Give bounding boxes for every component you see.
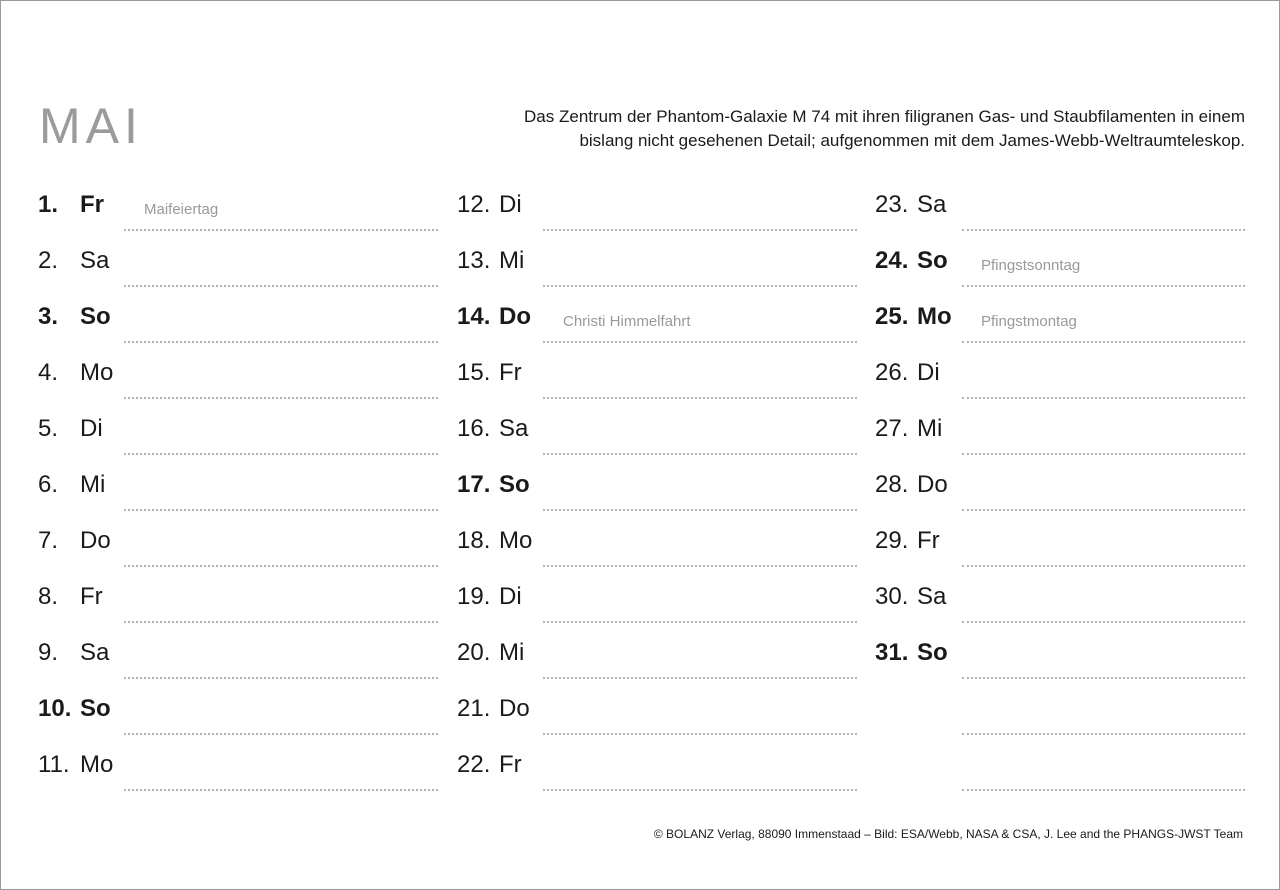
writing-line (124, 565, 438, 567)
day-number: 9. (38, 639, 59, 666)
day-number: 6. (38, 471, 59, 498)
weekday-name: Fr (499, 751, 522, 778)
weekday-name: Fr (917, 527, 940, 554)
day-number: 27. (875, 415, 909, 442)
day-label (457, 695, 530, 723)
day-row[interactable] (457, 513, 857, 569)
holiday-note: Maifeiertag (144, 201, 219, 218)
weekday-name: Sa (499, 415, 529, 442)
weekday-name: Sa (917, 583, 947, 610)
day-row[interactable] (38, 569, 438, 625)
weekday-name: Mo (499, 527, 533, 554)
writing-line (124, 621, 438, 623)
day-number: 28. (875, 471, 909, 498)
day-label (875, 303, 952, 331)
day-number: 31. (875, 639, 909, 666)
weekday-name: Di (80, 415, 103, 442)
day-number: 21. (457, 695, 491, 722)
writing-line (124, 229, 438, 231)
day-label (875, 527, 940, 555)
image-caption (401, 105, 1245, 153)
holiday-note: Christi Himmelfahrt (563, 313, 691, 330)
day-number: 24. (875, 247, 909, 274)
holiday-note: Pfingstsonntag (981, 257, 1081, 274)
weekday-name: Fr (499, 359, 522, 386)
weekday-name: Mo (917, 303, 952, 330)
day-row[interactable] (457, 345, 857, 401)
day-row[interactable] (875, 457, 1275, 513)
day-row[interactable] (38, 233, 438, 289)
day-number: 8. (38, 583, 59, 610)
day-label (38, 191, 104, 219)
weekday-name: Do (917, 471, 948, 498)
day-label (875, 415, 942, 443)
day-label (457, 303, 531, 331)
weekday-name: So (917, 639, 948, 666)
day-number: 25. (875, 303, 909, 330)
day-label (875, 359, 940, 387)
day-column-1 (38, 177, 438, 793)
day-label (38, 471, 105, 499)
day-number: 10. (38, 695, 72, 722)
day-column-2 (457, 177, 857, 793)
day-row[interactable] (457, 569, 857, 625)
day-label (457, 191, 522, 219)
day-number: 1. (38, 191, 59, 218)
writing-line (124, 397, 438, 399)
day-label (38, 751, 113, 779)
writing-line (543, 565, 857, 567)
writing-line (543, 733, 857, 735)
writing-line (543, 229, 857, 231)
day-row[interactable] (38, 401, 438, 457)
day-label (875, 247, 948, 275)
weekday-name: Do (499, 303, 531, 330)
day-number: 19. (457, 583, 491, 610)
weekday-name: So (917, 247, 948, 274)
weekday-name: Sa (80, 247, 110, 274)
weekday-name: So (80, 695, 111, 722)
day-label (875, 471, 948, 499)
day-row[interactable] (875, 177, 1275, 233)
day-row[interactable] (38, 457, 438, 513)
caption-line-2: bislang nicht gesehenen Detail; aufgenommen mit dem James-Webb-Weltraumteleskop. (579, 131, 1245, 150)
writing-line (962, 565, 1245, 567)
day-number: 15. (457, 359, 491, 386)
day-number: 14. (457, 303, 491, 330)
day-number: 23. (875, 191, 909, 218)
weekday-name: Do (80, 527, 111, 554)
day-label (457, 359, 522, 387)
weekday-name: Sa (917, 191, 947, 218)
weekday-name: Mo (80, 359, 114, 386)
caption-line-1: Das Zentrum der Phantom-Galaxie M 74 mit ihren filigranen Gas- und Staubfilamenten in einem (524, 107, 1245, 126)
writing-line (124, 341, 438, 343)
writing-line (962, 789, 1245, 791)
day-row[interactable] (38, 625, 438, 681)
copyright-footer: © BOLANZ Verlag, 88090 Immenstaad – Bild: ESA/Webb, NASA & CSA, J. Lee and the PHANGS-JWST Team (653, 827, 1243, 841)
day-number: 7. (38, 527, 59, 554)
day-number: 16. (457, 415, 491, 442)
day-row[interactable] (38, 177, 438, 233)
day-row[interactable] (875, 233, 1275, 289)
day-label (38, 695, 111, 723)
day-row[interactable] (38, 737, 438, 793)
weekday-name: Fr (80, 191, 104, 218)
day-label (875, 191, 946, 219)
day-row[interactable] (457, 457, 857, 513)
day-label (457, 471, 530, 499)
writing-line (543, 341, 857, 343)
day-label (875, 695, 917, 723)
weekday-name: Di (917, 359, 940, 386)
writing-line (543, 453, 857, 455)
weekday-name: Di (499, 583, 522, 610)
writing-line (962, 733, 1245, 735)
day-row[interactable] (457, 737, 857, 793)
day-column-3 (875, 177, 1275, 793)
writing-line (962, 229, 1245, 231)
weekday-name: Mi (80, 471, 106, 498)
day-label (38, 415, 103, 443)
weekday-name: Fr (80, 583, 103, 610)
day-row[interactable] (875, 345, 1275, 401)
weekday-name: Di (499, 191, 522, 218)
month-title: MAI (39, 98, 143, 154)
day-number: 12. (457, 191, 491, 218)
day-number: 11. (38, 751, 70, 778)
day-label (457, 583, 522, 611)
day-row[interactable] (875, 289, 1275, 345)
day-row[interactable] (38, 513, 438, 569)
day-row[interactable] (875, 681, 1275, 737)
day-label (457, 415, 528, 443)
day-label (38, 303, 111, 331)
weekday-name: So (499, 471, 530, 498)
day-row[interactable] (457, 289, 857, 345)
writing-line (962, 341, 1245, 343)
day-number: 18. (457, 527, 491, 554)
day-label (457, 247, 524, 275)
day-number: 2. (38, 247, 59, 274)
day-row[interactable] (875, 625, 1275, 681)
weekday-name: Mi (917, 415, 943, 442)
day-row[interactable] (457, 177, 857, 233)
holiday-note: Pfingstmontag (981, 313, 1077, 330)
writing-line (962, 397, 1245, 399)
day-label (38, 639, 109, 667)
weekday-name: Mi (499, 639, 525, 666)
writing-line (124, 509, 438, 511)
day-label (38, 359, 113, 387)
day-label (457, 527, 532, 555)
day-row[interactable] (38, 681, 438, 737)
writing-line (543, 285, 857, 287)
day-number: 22. (457, 751, 491, 778)
day-label (38, 247, 109, 275)
writing-line (962, 621, 1245, 623)
writing-line (962, 285, 1245, 287)
day-label (38, 527, 111, 555)
day-number: 17. (457, 471, 491, 498)
day-number: 26. (875, 359, 909, 386)
day-label (457, 751, 522, 779)
writing-line (543, 621, 857, 623)
day-row[interactable] (875, 513, 1275, 569)
day-row[interactable] (875, 569, 1275, 625)
day-label (875, 583, 946, 611)
writing-line (124, 453, 438, 455)
day-row[interactable] (457, 681, 857, 737)
weekday-name: Do (499, 695, 530, 722)
weekday-name: Mo (80, 751, 114, 778)
writing-line (543, 509, 857, 511)
writing-line (124, 677, 438, 679)
writing-line (124, 733, 438, 735)
writing-line (962, 453, 1245, 455)
weekday-name: Mi (499, 247, 525, 274)
day-row[interactable] (38, 345, 438, 401)
day-number: 4. (38, 359, 59, 386)
day-number: 20. (457, 639, 491, 666)
day-label (38, 583, 103, 611)
day-row[interactable] (457, 233, 857, 289)
writing-line (543, 397, 857, 399)
weekday-name: Sa (80, 639, 110, 666)
day-row[interactable] (457, 625, 857, 681)
day-label (457, 639, 524, 667)
day-row[interactable] (38, 289, 438, 345)
day-label (875, 639, 948, 667)
writing-line (962, 509, 1245, 511)
day-number: 13. (457, 247, 491, 274)
writing-line (543, 677, 857, 679)
day-number: 30. (875, 583, 909, 610)
weekday-name: So (80, 303, 111, 330)
day-number: 29. (875, 527, 909, 554)
writing-line (124, 285, 438, 287)
day-row[interactable] (875, 737, 1275, 793)
day-row[interactable] (457, 401, 857, 457)
day-number: 5. (38, 415, 59, 442)
day-label (875, 751, 917, 779)
day-number: 3. (38, 303, 59, 330)
writing-line (543, 789, 857, 791)
writing-line (124, 789, 438, 791)
day-row[interactable] (875, 401, 1275, 457)
writing-line (962, 677, 1245, 679)
